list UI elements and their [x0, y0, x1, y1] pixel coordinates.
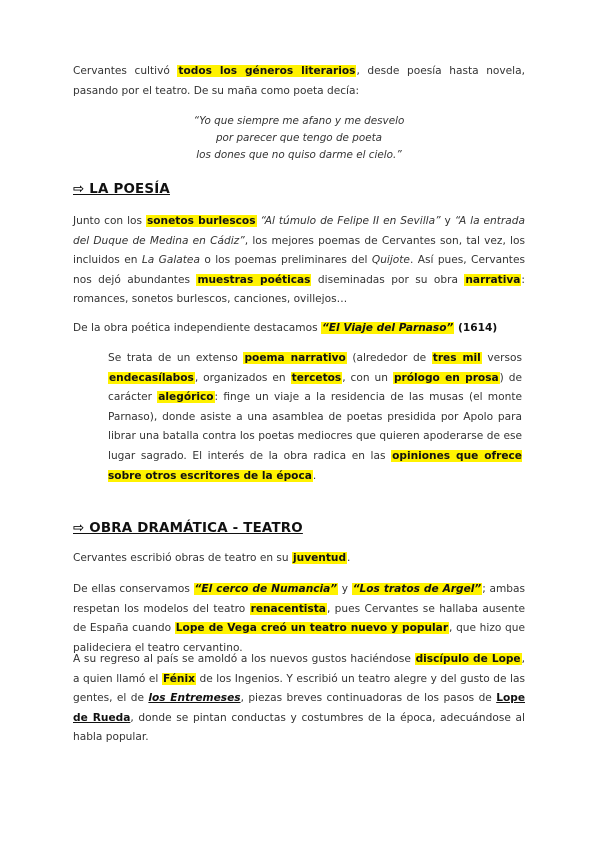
highlight-text: discípulo de Lope — [415, 653, 521, 665]
text: , los mejores poemas de Cervantes son, tal vez, los incluidos en — [73, 234, 526, 267]
italic-text: “Al túmulo de Felipe II en Sevilla” — [260, 215, 441, 227]
intro-paragraph — [73, 62, 525, 101]
italic-text: Quijote — [371, 254, 410, 267]
highlight-text: opiniones que ofrece sobre otros escritores de la época — [108, 449, 522, 482]
teatro-paragraph-3 — [73, 650, 525, 748]
highlight-text: renacentista — [250, 602, 326, 615]
text: ) de carácter — [108, 371, 522, 404]
text: de los Ingenios. Y escribió un teatro alegre y del gusto de las gentes, el de — [73, 672, 526, 705]
text: De ellas conservamos — [73, 583, 194, 595]
bold-text: (1614) — [454, 322, 498, 334]
text: : romances, sonetos burlescos, canciones, ovillejos… — [73, 273, 525, 306]
quote-line: por parecer que tengo de poeta — [215, 132, 383, 144]
highlight-text: “Los tratos de Argel” — [352, 583, 482, 595]
text: (alrededor de — [346, 352, 432, 364]
poesia-paragraph-1 — [73, 212, 525, 310]
text: versos — [481, 352, 522, 364]
section-heading-poesia: ⇨ LA POESÍA — [73, 182, 170, 197]
text: y — [440, 215, 455, 227]
italic-text: “A la entrada del Duque de Medina en Cádiz” — [73, 215, 525, 247]
italic-text: La Galatea — [141, 254, 200, 267]
teatro-paragraph-2 — [73, 580, 525, 658]
highlight-text: sonetos burlescos — [146, 215, 256, 227]
text: . Así pues, Cervantes nos dejó abundantes — [73, 254, 525, 286]
quote-block — [73, 113, 525, 164]
text: Se trata de un extenso — [108, 352, 244, 364]
text: ; ambas respetan los modelos del teatro — [73, 583, 526, 615]
text: , desde poesía hasta novela, pasando por el teatro. De su maña como poeta decía: — [73, 65, 525, 97]
quote-line: los dones que no quiso darme el cielo.” — [196, 149, 402, 161]
highlight-text: Fénix — [162, 672, 195, 685]
quote-line: “Yo que siempre me afano y me desvelo — [193, 115, 405, 127]
teatro-paragraph-1 — [73, 549, 525, 569]
text: . — [347, 552, 351, 564]
text: diseminadas por su obra — [311, 273, 465, 286]
highlight-text: tercetos — [291, 371, 342, 384]
text: , a quien llamó el — [73, 653, 525, 685]
text: , que hizo que palideciera el teatro cervantino. — [73, 622, 525, 654]
text: Cervantes escribió obras de teatro en su — [73, 552, 293, 564]
highlight-text: endecasílabos — [109, 371, 194, 384]
section-heading-teatro: ⇨ OBRA DRAMÁTICA - TEATRO — [73, 521, 303, 536]
highlight-text: muestras poéticas — [197, 273, 311, 286]
highlight-text: “El Viaje del Parnaso” — [321, 322, 454, 334]
text: A su regreso al país se amoldó a los nuevos gustos haciéndose — [73, 653, 415, 665]
text: . — [312, 469, 317, 482]
highlight-text: Lope de Vega creó un teatro nuevo y popular — [175, 622, 449, 635]
highlight-text: poema narrativo — [244, 352, 346, 364]
text: , organizados en — [194, 371, 291, 384]
highlight-text: tres mil — [432, 352, 481, 364]
text: : finge un viaje a la residencia de las musas (el monte Parnaso), donde asiste a una asamblea de poetas presidida por Apolo para librar una batalla contra los poetas mediocres que quieren apoderarse de ese lugar sagrado. El interés de la obra radica en las — [108, 391, 522, 462]
text: , pues Cervantes se hallaba ausente de España cuando — [73, 602, 525, 635]
underlined-text: Lope de Rueda — [73, 692, 525, 724]
highlight-text: “El cerco de Numancia” — [194, 583, 338, 595]
poesia-paragraph-2 — [73, 319, 525, 339]
highlight-text: prólogo en prosa — [393, 371, 499, 384]
text: De la obra poética independiente destacamos — [73, 322, 321, 334]
highlight-text: juventud — [293, 552, 347, 564]
text: , piezas breves continuadoras de los pasos de — [240, 692, 497, 705]
text: o los poemas preliminares del — [199, 254, 372, 267]
text: Cervantes cultivó — [73, 65, 178, 77]
text: , donde se pintan conductas y costumbres de la época, adecuándose al habla popular. — [73, 711, 525, 744]
highlight-text: alegórico — [158, 391, 214, 404]
highlight-text: todos los géneros literarios — [178, 65, 356, 77]
text: Junto con los — [73, 215, 146, 227]
parnaso-description — [108, 349, 522, 486]
text: y — [338, 583, 352, 595]
highlight-text: narrativa — [465, 273, 521, 286]
underlined-text: los Entremeses — [148, 692, 241, 705]
text: , con un — [342, 371, 393, 384]
